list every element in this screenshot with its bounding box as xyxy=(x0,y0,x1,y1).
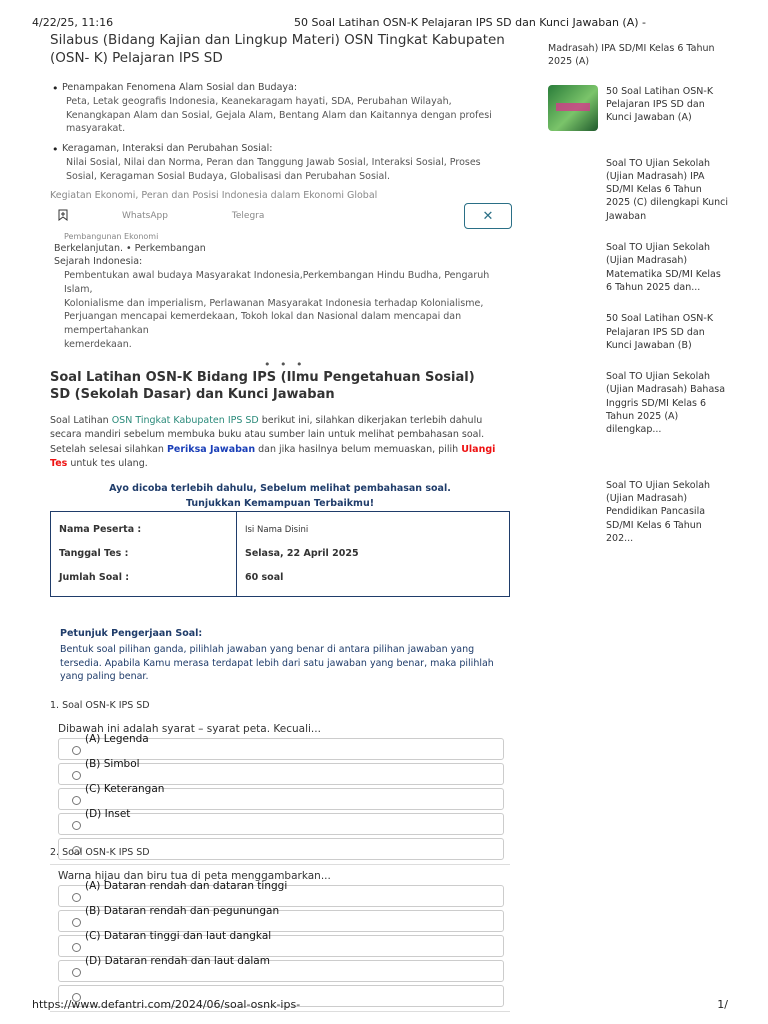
silabus-topics xyxy=(50,81,510,183)
topic-item xyxy=(50,142,510,183)
radio-button[interactable] xyxy=(72,746,81,755)
date-label: Tanggal Tes : xyxy=(59,548,129,559)
print-page-number: 1/ xyxy=(717,998,728,1011)
share-whatsapp-button[interactable]: WhatsApp xyxy=(122,211,168,221)
intro-text: dan jika hasilnya belum memuaskan, pilih xyxy=(255,443,462,455)
question-text: Dibawah ini adalah syarat – syarat peta. Kecuali... xyxy=(58,723,321,735)
question-count: 60 soal xyxy=(245,572,284,583)
sidebar-post[interactable]: Soal TO Ujian Sekolah (Ujian Madrasah) Pendidikan Pancasila SD/MI Kelas 6 Tahun 202... xyxy=(606,479,711,544)
radio-button[interactable] xyxy=(72,968,81,977)
question-box xyxy=(50,870,510,1012)
bookmark-icon[interactable] xyxy=(58,209,74,224)
sejarah-section xyxy=(54,232,510,352)
info-values xyxy=(237,512,510,597)
topic-body: Peta, Letak geografis Indonesia, Keanekaragam hayati, SDA, Perubahan Wilayah, Kenangkapan Alam dan Sosial, Gejala Alam, Bentang Alam dan Kaitannya dengan profesi masyarakat. xyxy=(66,95,492,135)
answer-option-d[interactable] xyxy=(58,808,504,835)
instructions xyxy=(60,627,500,684)
answer-option-d[interactable] xyxy=(58,955,504,982)
name-input[interactable]: Isi Nama Disini xyxy=(245,525,309,535)
answer-option-a[interactable] xyxy=(58,733,504,760)
question-number: 1. Soal OSN-K IPS SD xyxy=(50,700,150,711)
intro-text: berikut ini, silahkan dikerjakan terlebih dahulu secara mandiri sebelum membuka buku atau sumber lain untuk melihat pembahasan soal. Setelah selesai silahkan xyxy=(50,415,485,455)
question-number: 2. Soal OSN-K IPS SD xyxy=(50,847,150,858)
sidebar-post[interactable]: Soal TO Ujian Sekolah (Ujian Madrasah) Matematika SD/MI Kelas 6 Tahun 2025 dan... xyxy=(606,242,721,293)
intro-text: Soal Latihan xyxy=(50,415,112,426)
answer-option-b[interactable] xyxy=(58,758,504,785)
sejarah-paragraph: Kolonialisme dan imperialism, Perlawanan Masyarakat Indonesia terhadap Kolonialisme, Perjuangan mencapai kemerdekaan, Tokoh lokal dan Nasional dalam mencapai dan mempertahankan xyxy=(64,297,484,337)
question-text: Warna hijau dan biru tua di peta menggambarkan... xyxy=(58,870,331,882)
sejarah-line: Pembangunan Ekonomi xyxy=(64,232,159,241)
encourage-message xyxy=(50,481,510,511)
close-share-button[interactable]: ✕ xyxy=(464,203,512,229)
encourage-line: Tunjukkan Kemampuan Terbaikmu! xyxy=(185,498,375,510)
main-content xyxy=(50,32,510,189)
instructions-body: Bentuk soal pilihan ganda, pilihlah jawaban yang benar di antara pilihan jawaban yang tersedia. Apabila Kamu merasa terdapat lebih dari satu jawaban yang benar, maka pilihlah yang paling benar. xyxy=(60,643,494,683)
sejarah-paragraph: kemerdekaan. xyxy=(64,338,132,350)
participant-info-table xyxy=(50,511,510,597)
question-2 xyxy=(50,847,510,1012)
section-divider-dots: • • • xyxy=(264,358,306,371)
print-footer xyxy=(32,998,728,1014)
option-label: (D) Inset xyxy=(85,808,131,820)
related-posts-sidebar xyxy=(548,42,728,563)
info-labels xyxy=(51,512,237,597)
radio-button[interactable] xyxy=(72,821,81,830)
topic-item xyxy=(50,81,510,136)
question-1 xyxy=(50,700,510,865)
post-thumbnail[interactable] xyxy=(548,85,598,131)
option-label: (C) Keterangan xyxy=(85,783,165,795)
sejarah-paragraph: Pembentukan awal budaya Masyarakat Indonesia,Perkembangan Hindu Budha, Pengaruh Islam, xyxy=(64,270,490,295)
partially-hidden-topic: Kegiatan Ekonomi, Peran dan Posisi Indonesia dalam Ekonomi Global xyxy=(50,190,378,201)
question-box xyxy=(50,723,510,865)
print-title: 50 Soal Latihan OSN-K Pelajaran IPS SD dan Kunci Jawaban (A) - xyxy=(294,16,646,29)
option-label: (A) Dataran rendah dan dataran tinggi xyxy=(85,880,288,892)
sidebar-post[interactable]: 50 Soal Latihan OSN-K Pelajaran IPS SD dan Kunci Jawaban (B) xyxy=(606,313,714,351)
print-date: 4/22/25, 11:16 xyxy=(32,16,114,29)
option-label: (D) Dataran rendah dan laut dalam xyxy=(85,955,270,967)
quiz-title: Soal Latihan OSN-K Bidang IPS (Ilmu Pengetahuan Sosial) SD (Sekolah Dasar) dan Kunci Jawaban xyxy=(50,370,475,402)
intro-text: untuk tes ulang. xyxy=(67,457,148,469)
sidebar-post[interactable]: Soal TO Ujian Sekolah (Ujian Madrasah) IPA SD/MI Kelas 6 Tahun 2025 (C) dilengkapi Kunci Jawaban xyxy=(606,157,728,222)
option-label: (B) Dataran rendah dan pegunungan xyxy=(85,905,280,917)
print-url: https://www.defantri.com/2024/06/soal-osnk-ips- xyxy=(32,998,301,1011)
sidebar-post-title[interactable]: 50 Soal Latihan OSN-K Pelajaran IPS SD dan Kunci Jawaban (A) xyxy=(606,85,714,124)
retry-test-text: Ulangi Tes xyxy=(50,443,496,469)
sejarah-line: Berkelanjutan. • Perkembangan xyxy=(54,242,206,254)
sidebar-top-text[interactable]: Madrasah) IPA SD/MI Kelas 6 Tahun 2025 (A) xyxy=(548,43,715,68)
topic-body: Nilai Sosial, Nilai dan Norma, Peran dan Tanggung Jawab Sosial, Interaksi Sosial, Proses Sosial, Keragaman Sosial Budaya, Globalisasi dan Perubahan Sosial. xyxy=(66,156,481,182)
share-bar xyxy=(50,203,512,229)
test-date: Selasa, 22 April 2025 xyxy=(245,548,359,559)
radio-button[interactable] xyxy=(72,771,81,780)
radio-button[interactable] xyxy=(72,893,81,902)
osn-link[interactable]: OSN Tingkat Kabupaten IPS SD xyxy=(111,415,259,426)
answer-option-a[interactable] xyxy=(58,880,504,907)
option-label: (A) Legenda xyxy=(85,733,149,745)
sejarah-line: Sejarah Indonesia: xyxy=(54,256,143,268)
check-answer-text: Periksa Jawaban xyxy=(166,443,256,455)
sidebar-post[interactable]: Soal TO Ujian Sekolah (Ujian Madrasah) Bahasa Inggris SD/MI Kelas 6 Tahun 2025 (A) dilengkap... xyxy=(606,371,726,436)
quiz-intro xyxy=(50,414,510,471)
answer-option-c[interactable] xyxy=(58,930,504,957)
radio-button[interactable] xyxy=(72,796,81,805)
silabus-title: Silabus (Bidang Kajian dan Lingkup Materi) OSN Tingkat Kabupaten (OSN- K) Pelajaran IPS SD xyxy=(50,32,505,66)
sidebar-post[interactable] xyxy=(548,85,728,131)
topic-head: • Penampakan Fenomena Alam Sosial dan Budaya: xyxy=(50,81,510,95)
topic-head: • Keragaman, Interaksi dan Perubahan Sosial: xyxy=(50,142,510,156)
radio-button[interactable] xyxy=(72,918,81,927)
share-telegram-button[interactable]: Telegra xyxy=(231,211,265,221)
instructions-title: Petunjuk Pengerjaan Soal: xyxy=(60,628,203,639)
encourage-line: Ayo dicoba terlebih dahulu, Sebelum melihat pembahasan soal. xyxy=(109,483,451,494)
option-label: (B) Simbol xyxy=(85,758,140,770)
option-label: (C) Dataran tinggi dan laut dangkal xyxy=(85,930,272,942)
answer-option-b[interactable] xyxy=(58,905,504,932)
answer-option-c[interactable] xyxy=(58,783,504,810)
count-label: Jumlah Soal : xyxy=(59,572,130,583)
radio-button[interactable] xyxy=(72,943,81,952)
name-label: Nama Peserta : xyxy=(59,524,142,535)
